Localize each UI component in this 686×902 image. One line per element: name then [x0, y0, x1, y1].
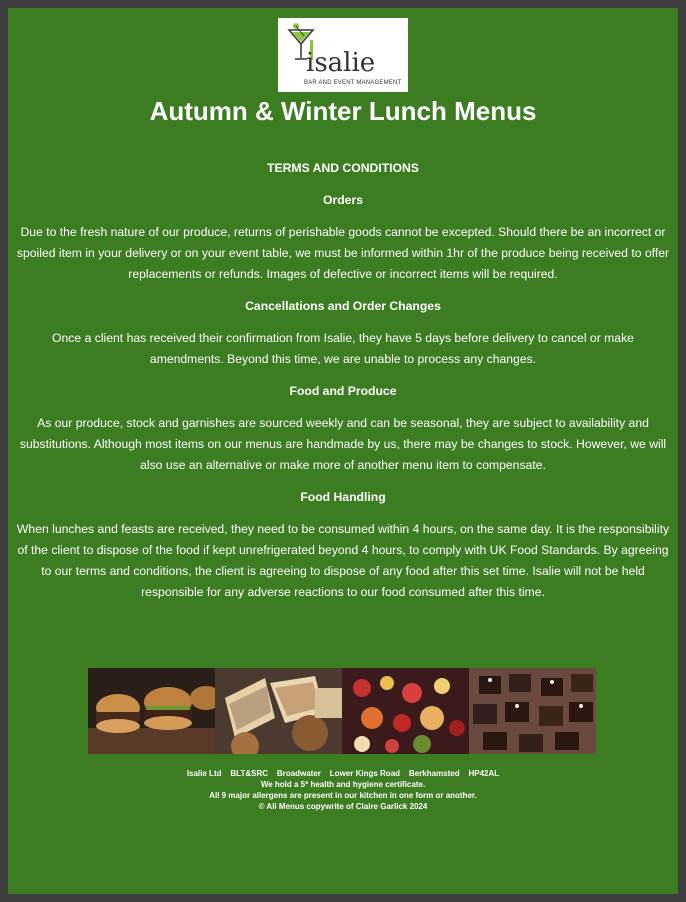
isalie-logo [278, 18, 408, 92]
section-heading-cancellations: Cancellations and Order Changes [245, 299, 441, 313]
page-title: Autumn & Winter Lunch Menus [149, 96, 537, 126]
section-heading-food-handling: Food Handling [300, 490, 386, 504]
terms-content [16, 158, 670, 614]
footer [8, 768, 678, 812]
section-body-orders: Due to the fresh nature of our produce, returns of perishable goods cannot be excepted. Should there be an incorrect or spoiled item in your delivery or on your event table, we must be informed within 1hr of the produce being received to offer replacements or refunds. Images of defective or incorrect items will be required. [16, 225, 670, 281]
section-body-cancellations: Once a client has received their confirmation from Isalie, they have 5 days before delivery to cancel or make amendments. Beyond this time, we are unable to process any changes. [52, 331, 634, 366]
footer-allergens: All 9 major allergens are present in our kitchen in one form or another. [209, 791, 477, 800]
section-heading-food-produce: Food and Produce [289, 384, 397, 398]
footer-copyright: © All Menus copywrite of Claire Garlick 2024 [258, 802, 428, 811]
footer-hygiene: We hold a 5* health and hygiene certificate. [260, 780, 426, 789]
terms-heading: TERMS AND CONDITIONS [267, 161, 419, 175]
footer-address: Isalie Ltd BLT&SRC Broadwater Lower Kings Road Berkhamsted HP42AL [186, 769, 500, 778]
section-heading-orders: Orders [323, 193, 363, 207]
section-body-food-produce: As our produce, stock and garnishes are sourced weekly and can be seasonal, they are subject to availability and substitutions. Although most items on our menus are handmade by us, there may be changes to stock. However, we will also use an alternative or make more of another menu item to compensate. [19, 416, 667, 472]
sliders-photo [88, 668, 215, 754]
sandwiches-photo [215, 668, 342, 754]
logo-tagline: BAR AND EVENT MANAGEMENT [304, 80, 402, 86]
food-photo-strip [88, 668, 596, 754]
logo-wordmark: isalie [306, 48, 376, 78]
section-body-food-handling: When lunches and feasts are received, they need to be consumed within 4 hours, on the same day. It is the responsibility of the client to dispose of the food if kept unrefrigerated beyond 4 hours, to comply with UK Food Standards. By agreeing to our terms and conditions, the client is agreeing to dispose of any food after this set time. Isalie will not be held responsible for any adverse reactions to our food consumed after this time. [16, 522, 670, 599]
sharing-platter-photo [342, 668, 469, 754]
chocolate-brownies-photo [469, 668, 596, 754]
